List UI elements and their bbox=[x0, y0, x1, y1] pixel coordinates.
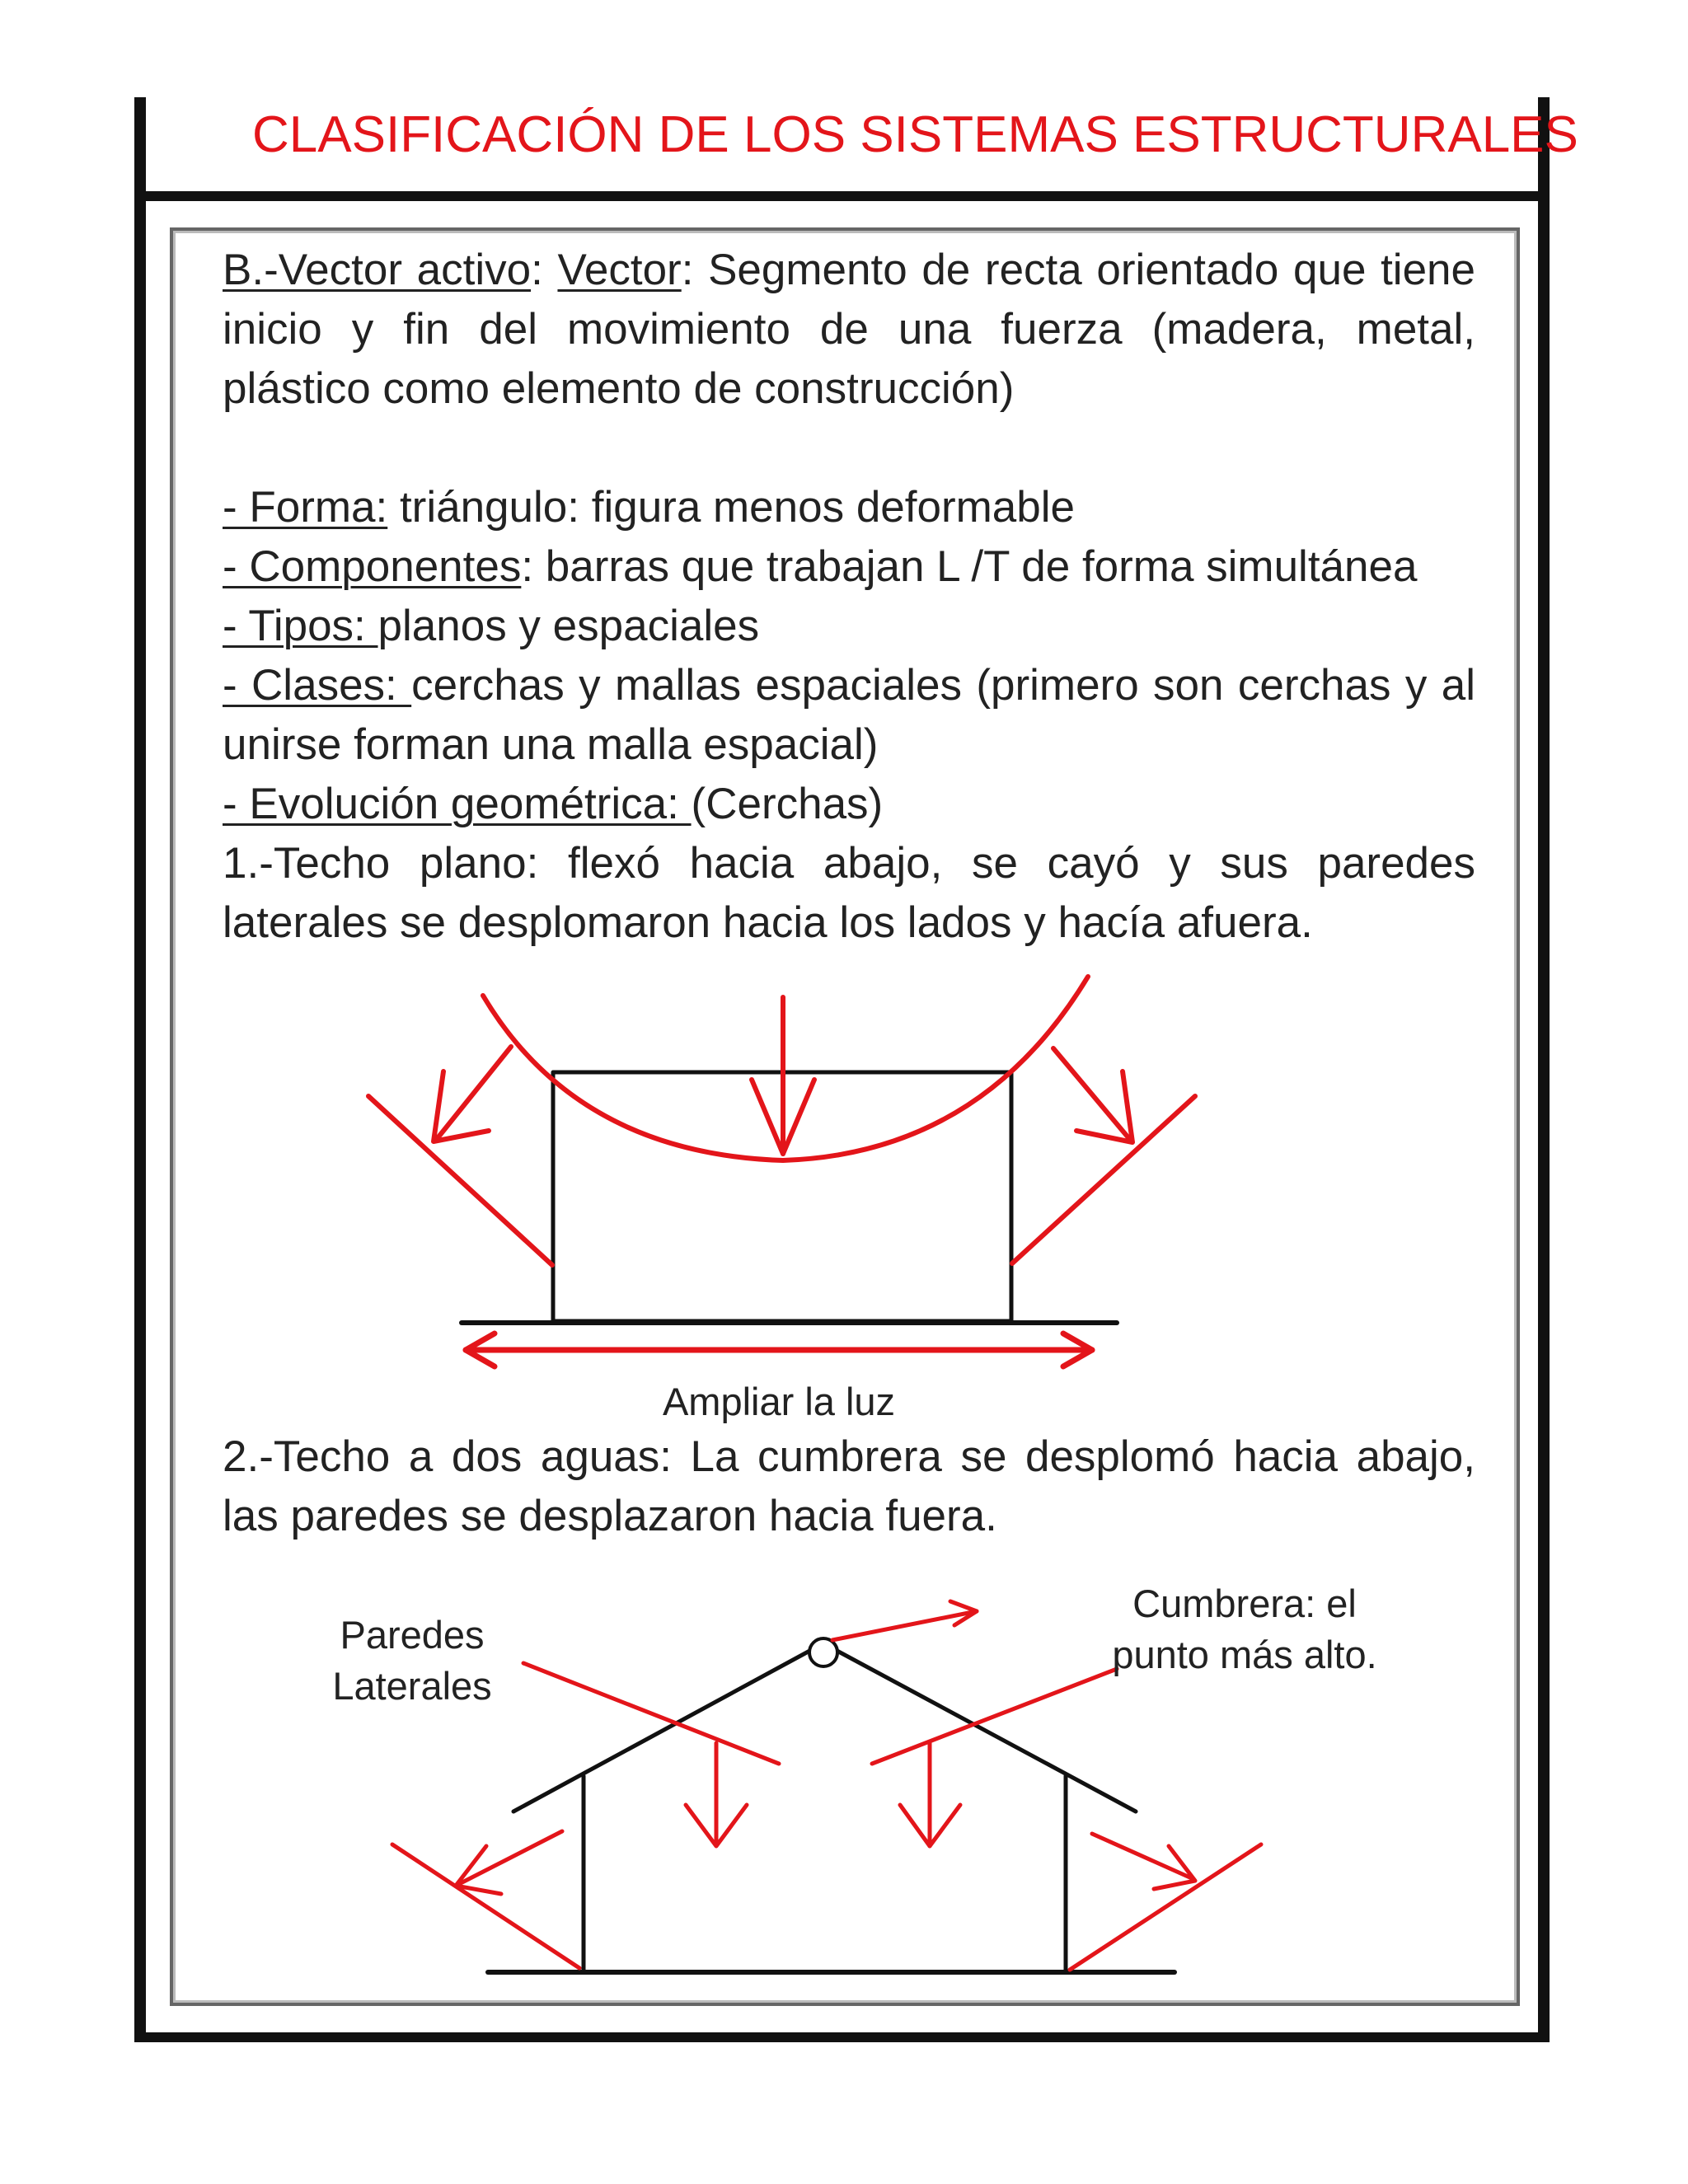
list-item-componentes bbox=[223, 537, 1475, 597]
frame-left-top bbox=[134, 97, 146, 198]
frame-bottom bbox=[134, 2032, 1550, 2042]
intro-text: : Segmento de recta orientado que tiene inicio y fin del movimiento de una fuerza (madera, metal, plástico como elemento de construcción) bbox=[223, 246, 1476, 413]
label-right-line-1: Cumbrera: el bbox=[1132, 1582, 1357, 1625]
frame-top-divider bbox=[134, 191, 1550, 201]
label-right-line-2: punto más alto. bbox=[1112, 1633, 1377, 1676]
item-label: - Forma: bbox=[223, 483, 388, 532]
diagram1-caption: Ampliar la luz bbox=[662, 1380, 896, 1423]
item-label: - Componentes bbox=[223, 542, 522, 591]
item-label: - Evolución geométrica: bbox=[223, 780, 692, 828]
item-text: cerchas y mallas espaciales (primero son cerchas y al unirse forman una malla espacial) bbox=[223, 661, 1475, 769]
page-title: CLASIFICACIÓN DE LOS SISTEMAS ESTRUCTURALES bbox=[252, 106, 1578, 163]
item-text: : barras que trabajan L /T de forma simultánea bbox=[521, 542, 1418, 591]
list-item-clases bbox=[223, 656, 1475, 775]
case-1-text: 1.-Techo plano: flexó hacia abajo, se cayó y sus paredes laterales se desplomaron hacia los lados y hacía afuera. bbox=[223, 839, 1475, 947]
case-2-text: 2.-Techo a dos aguas: La cumbrera se desplomó hacia abajo, las paredes se desplazaron hacia fuera. bbox=[223, 1432, 1475, 1540]
item-text: (Cerchas) bbox=[691, 780, 884, 828]
intro-term: Vector bbox=[557, 246, 682, 294]
frame-left bbox=[134, 191, 146, 2042]
label-paredes-laterales bbox=[313, 1610, 511, 1712]
item-text: planos y espaciales bbox=[377, 602, 760, 650]
label-cumbrera bbox=[1088, 1578, 1401, 1680]
frame-right bbox=[1538, 191, 1550, 2042]
list-item-forma bbox=[223, 478, 1475, 537]
intro-label: B.-Vector activo bbox=[223, 246, 532, 294]
intro-paragraph bbox=[223, 241, 1475, 419]
item-label: - Tipos: bbox=[223, 602, 378, 650]
label-left-line-2: Laterales bbox=[332, 1664, 492, 1708]
item-text: triángulo: figura menos deformable bbox=[387, 483, 1075, 532]
item-label: - Clases: bbox=[223, 661, 412, 710]
list-item-evolucion bbox=[223, 775, 1475, 834]
label-left-line-1: Paredes bbox=[340, 1613, 485, 1657]
list-item-tipos bbox=[223, 597, 1475, 656]
intro-sep: : bbox=[531, 246, 558, 294]
